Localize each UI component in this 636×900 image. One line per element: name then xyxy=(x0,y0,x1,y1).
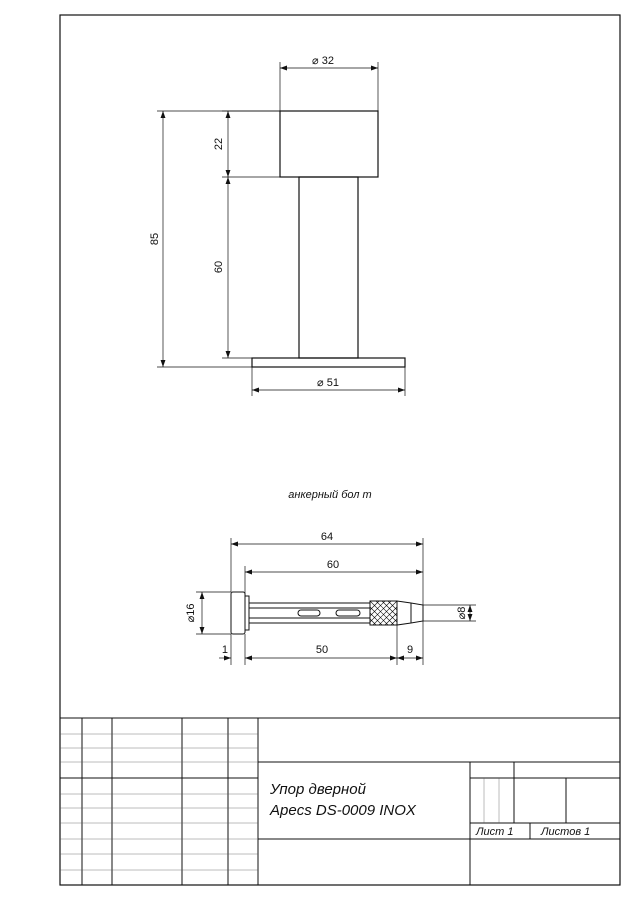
bolt-slot-2 xyxy=(336,610,360,616)
stop-post xyxy=(299,177,358,358)
dim-bolt-shank-length: 60 xyxy=(326,559,340,571)
door-stop-labels xyxy=(149,55,339,389)
dim-bolt-sleeve-length: 50 xyxy=(315,644,329,656)
stop-cap xyxy=(280,111,378,177)
title-name-line1: Упор дверной xyxy=(270,781,366,798)
dim-total-height: 85 xyxy=(149,232,161,246)
dim-bolt-head-diameter: ⌀16 xyxy=(185,603,197,623)
dim-bolt-total-length: 64 xyxy=(320,531,334,543)
sheet-frame xyxy=(60,15,620,885)
bolt-head xyxy=(231,592,245,634)
dim-bolt-tip-length: 9 xyxy=(406,644,414,656)
dim-cap-height: 22 xyxy=(213,137,225,151)
dim-post-height: 60 xyxy=(213,260,225,274)
dim-cap-diameter: ⌀ 32 xyxy=(312,55,334,67)
sheet-count: Листов 1 xyxy=(541,826,591,838)
bolt-sleeve xyxy=(249,603,370,623)
title-name-line2: Apecs DS-0009 INOX xyxy=(270,802,416,819)
anchor-bolt-dimensions xyxy=(196,538,476,665)
bolt-caption: анкерный бол т xyxy=(288,489,372,501)
bolt-tip xyxy=(397,601,423,625)
dim-bolt-head-thickness: 1 xyxy=(221,644,228,656)
bolt-knurl xyxy=(370,601,397,625)
anchor-bolt-labels xyxy=(185,531,468,656)
dim-base-diameter: ⌀ 51 xyxy=(317,377,339,389)
bolt-washer xyxy=(245,596,249,630)
door-stop-drawing xyxy=(252,111,405,367)
stop-base xyxy=(252,358,405,367)
sheet-number: Лист 1 xyxy=(476,826,514,838)
bolt-slot-1 xyxy=(298,610,320,616)
dim-bolt-tip-diameter: ⌀8 xyxy=(456,606,468,620)
anchor-bolt-drawing xyxy=(231,592,423,634)
door-stop-dimensions xyxy=(157,62,405,396)
